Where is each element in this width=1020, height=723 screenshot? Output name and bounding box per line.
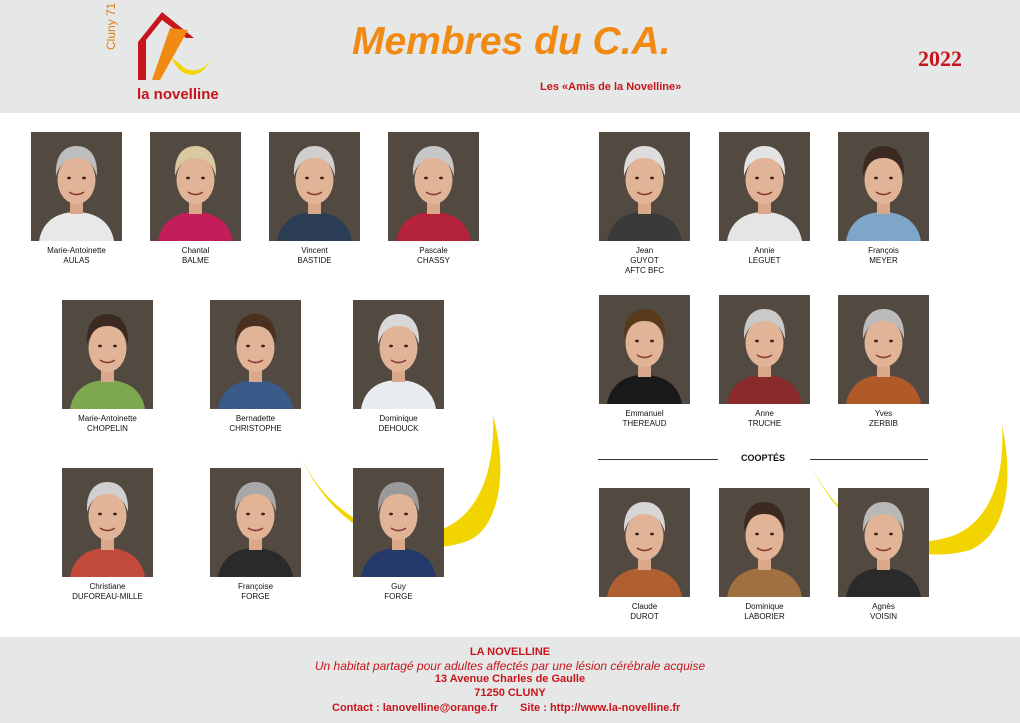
member-caption	[334, 582, 464, 602]
page-subtitle: Les «Amis de la Novelline»	[540, 81, 682, 93]
member-last-name: FORGE	[241, 592, 270, 601]
member-caption	[12, 246, 142, 266]
footer-city: 71250 CLUNY	[474, 687, 546, 699]
member-photo	[210, 300, 301, 409]
member-photo	[269, 132, 360, 241]
member-first-name: Bernadette	[235, 414, 276, 423]
coopted-member-photo	[719, 488, 810, 597]
member-caption	[700, 409, 830, 429]
member-last-name: AULAS	[63, 256, 90, 265]
logo	[104, 2, 220, 104]
coopted-separator	[598, 452, 928, 466]
member-photo	[150, 132, 241, 241]
logo-cluny-text: Cluny 71	[104, 2, 118, 50]
member-first-name: Annie	[754, 246, 775, 255]
member-caption	[369, 246, 499, 266]
coopted-label: COOPTÉS	[740, 453, 785, 463]
member-first-name: Françoise	[237, 582, 274, 591]
coopted-member-last-name: VOISIN	[869, 612, 898, 621]
member-photo	[599, 132, 690, 241]
member-caption	[191, 414, 321, 434]
member-first-name: Guy	[391, 582, 406, 591]
member-first-name: Marie-Antoinette	[78, 414, 137, 423]
member-first-name: Dominique	[379, 414, 418, 423]
member-caption	[819, 409, 949, 429]
member-last-name: DUFOREAU-MILLE	[72, 592, 143, 601]
separator-line	[810, 459, 928, 460]
member-caption	[580, 246, 710, 276]
member-photo	[353, 300, 444, 409]
member-caption	[334, 414, 464, 434]
member-last-name: GUYOT	[630, 256, 659, 265]
coopted-member-caption	[819, 602, 949, 622]
member-photo	[599, 295, 690, 404]
member-last-name: THEREAUD	[622, 419, 667, 428]
coopted-member-first-name: Agnès	[872, 602, 895, 611]
member-photo	[62, 468, 153, 577]
page-title: Membres du C.A.	[352, 20, 671, 63]
contact-email-link[interactable]: Contact : lanovelline@orange.fr	[332, 702, 498, 714]
logo-text: la novelline	[137, 86, 219, 103]
member-last-name: BASTIDE	[297, 256, 332, 265]
member-first-name: Anne	[755, 409, 774, 418]
member-first-name: Jean	[635, 246, 654, 255]
coopted-member-caption	[580, 602, 710, 622]
member-photo	[719, 295, 810, 404]
coopted-member-first-name: Claude	[631, 602, 658, 611]
member-photo	[62, 300, 153, 409]
year-label: 2022	[918, 46, 962, 71]
member-caption	[191, 582, 321, 602]
member-first-name: Yves	[874, 409, 893, 418]
coopted-member-photo	[838, 488, 929, 597]
coopted-member-last-name: LABORIER	[744, 612, 785, 621]
website-link[interactable]: Site : http://www.la-novelline.fr	[520, 702, 681, 714]
member-last-name: FORGE	[384, 592, 413, 601]
member-last-name: TRUCHE	[747, 419, 782, 428]
member-photo	[210, 468, 301, 577]
coopted-member-photo	[599, 488, 690, 597]
member-photo	[353, 468, 444, 577]
member-caption	[43, 582, 173, 602]
member-last-name: CHRISTOPHE	[229, 424, 282, 433]
footer-org: LA NOVELLINE	[469, 646, 551, 658]
member-last-name: CHASSY	[417, 256, 450, 265]
member-photo	[31, 132, 122, 241]
coopted-member-last-name: DUROT	[630, 612, 659, 621]
member-first-name: Marie-Antoinette	[47, 246, 106, 255]
member-first-name: Emmanuel	[625, 409, 664, 418]
member-photo	[719, 132, 810, 241]
member-last-name: CHOPELIN	[87, 424, 128, 433]
member-caption	[580, 409, 710, 429]
member-last-name: DEHOUCK	[378, 424, 419, 433]
member-photo	[838, 295, 929, 404]
member-last-name: ZERBIB	[869, 419, 898, 428]
member-first-name: Christiane	[89, 582, 126, 591]
member-caption	[819, 246, 949, 266]
member-caption	[43, 414, 173, 434]
member-first-name: François	[868, 246, 899, 255]
coopted-member-first-name: Dominique	[745, 602, 784, 611]
member-last-name: MEYER	[869, 256, 898, 265]
coopted-member-caption	[700, 602, 830, 622]
member-affiliation: AFTC BFC	[624, 266, 665, 275]
member-caption	[700, 246, 830, 266]
member-last-name: LEGUET	[748, 256, 781, 265]
member-last-name: BALME	[181, 256, 210, 265]
member-first-name: Vincent	[301, 246, 328, 255]
footer-tagline: Un habitat partagé pour adultes affectés par une lésion cérébrale acquise	[314, 659, 706, 673]
member-caption	[131, 246, 261, 266]
member-photo	[838, 132, 929, 241]
house-logo-icon	[110, 8, 220, 88]
member-photo	[388, 132, 479, 241]
footer-address: 13 Avenue Charles de Gaulle	[434, 673, 586, 685]
member-first-name: Chantal	[181, 246, 210, 255]
member-caption	[250, 246, 380, 266]
member-first-name: Pascale	[419, 246, 448, 255]
